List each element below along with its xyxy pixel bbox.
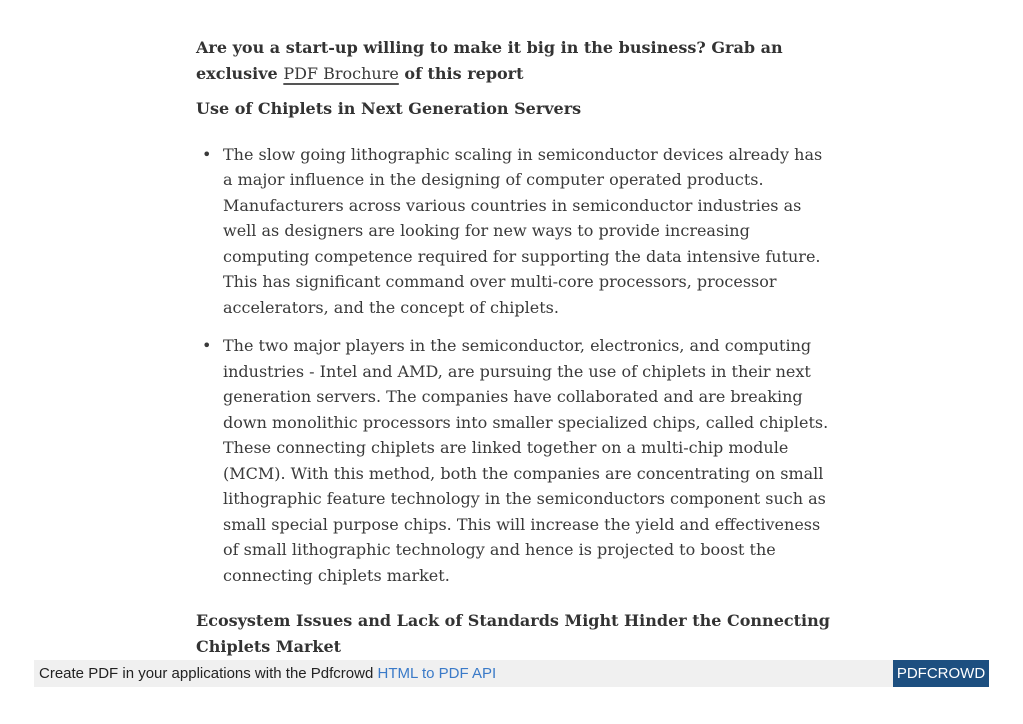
pdfcrowd-footer (34, 660, 989, 687)
section-heading-chiplets-servers: Use of Chiplets in Next Generation Servers (196, 99, 582, 118)
bullet-list (196, 142, 836, 589)
html-to-pdf-api-link[interactable]: HTML to PDF API (377, 665, 497, 682)
footer-text (39, 665, 496, 682)
footer-message: Create PDF in your applications with the Pdfcrowd (39, 665, 378, 682)
intro-text-before: Are you a start-up willing to make it big in the business? Grab an exclusive (196, 38, 783, 83)
list-item: • The two major players in the semiconductor, electronics, and computing industries - Intel and AMD, are pursuing the use of chiplets in their next generation servers. The companies have collaborated and are breaking down monolithic processors into smaller specialized chips, called chiplets. These connecting chiplets are linked together on a multi-chip module (MCM). With this method, both the companies are concentrating on small lithographic feature technology in the semiconductors component such as small special purpose chips. This will increase the yield and effectiveness of small lithographic technology and hence is projected to boost the connecting chiplets market. (196, 333, 836, 588)
pdfcrowd-badge[interactable]: PDFCROWD (893, 660, 989, 687)
pdf-brochure-link[interactable]: PDF Brochure (283, 63, 399, 83)
article-content (196, 35, 836, 659)
intro-paragraph (196, 35, 836, 86)
section-heading-ecosystem-issues: Ecosystem Issues and Lack of Standards Might Hinder the Connecting Chiplets Market (196, 611, 830, 656)
list-item: • The slow going lithographic scaling in semiconductor devices already has a major influence in the designing of computer operated products. Manufacturers across various countries in semiconductor industries as well as designers are looking for new ways to provide increasing computing competence required for supporting the data intensive future. This has significant command over multi-core processors, processor accelerators, and the concept of chiplets. (196, 142, 836, 321)
intro-text-after: of this report (398, 63, 524, 83)
